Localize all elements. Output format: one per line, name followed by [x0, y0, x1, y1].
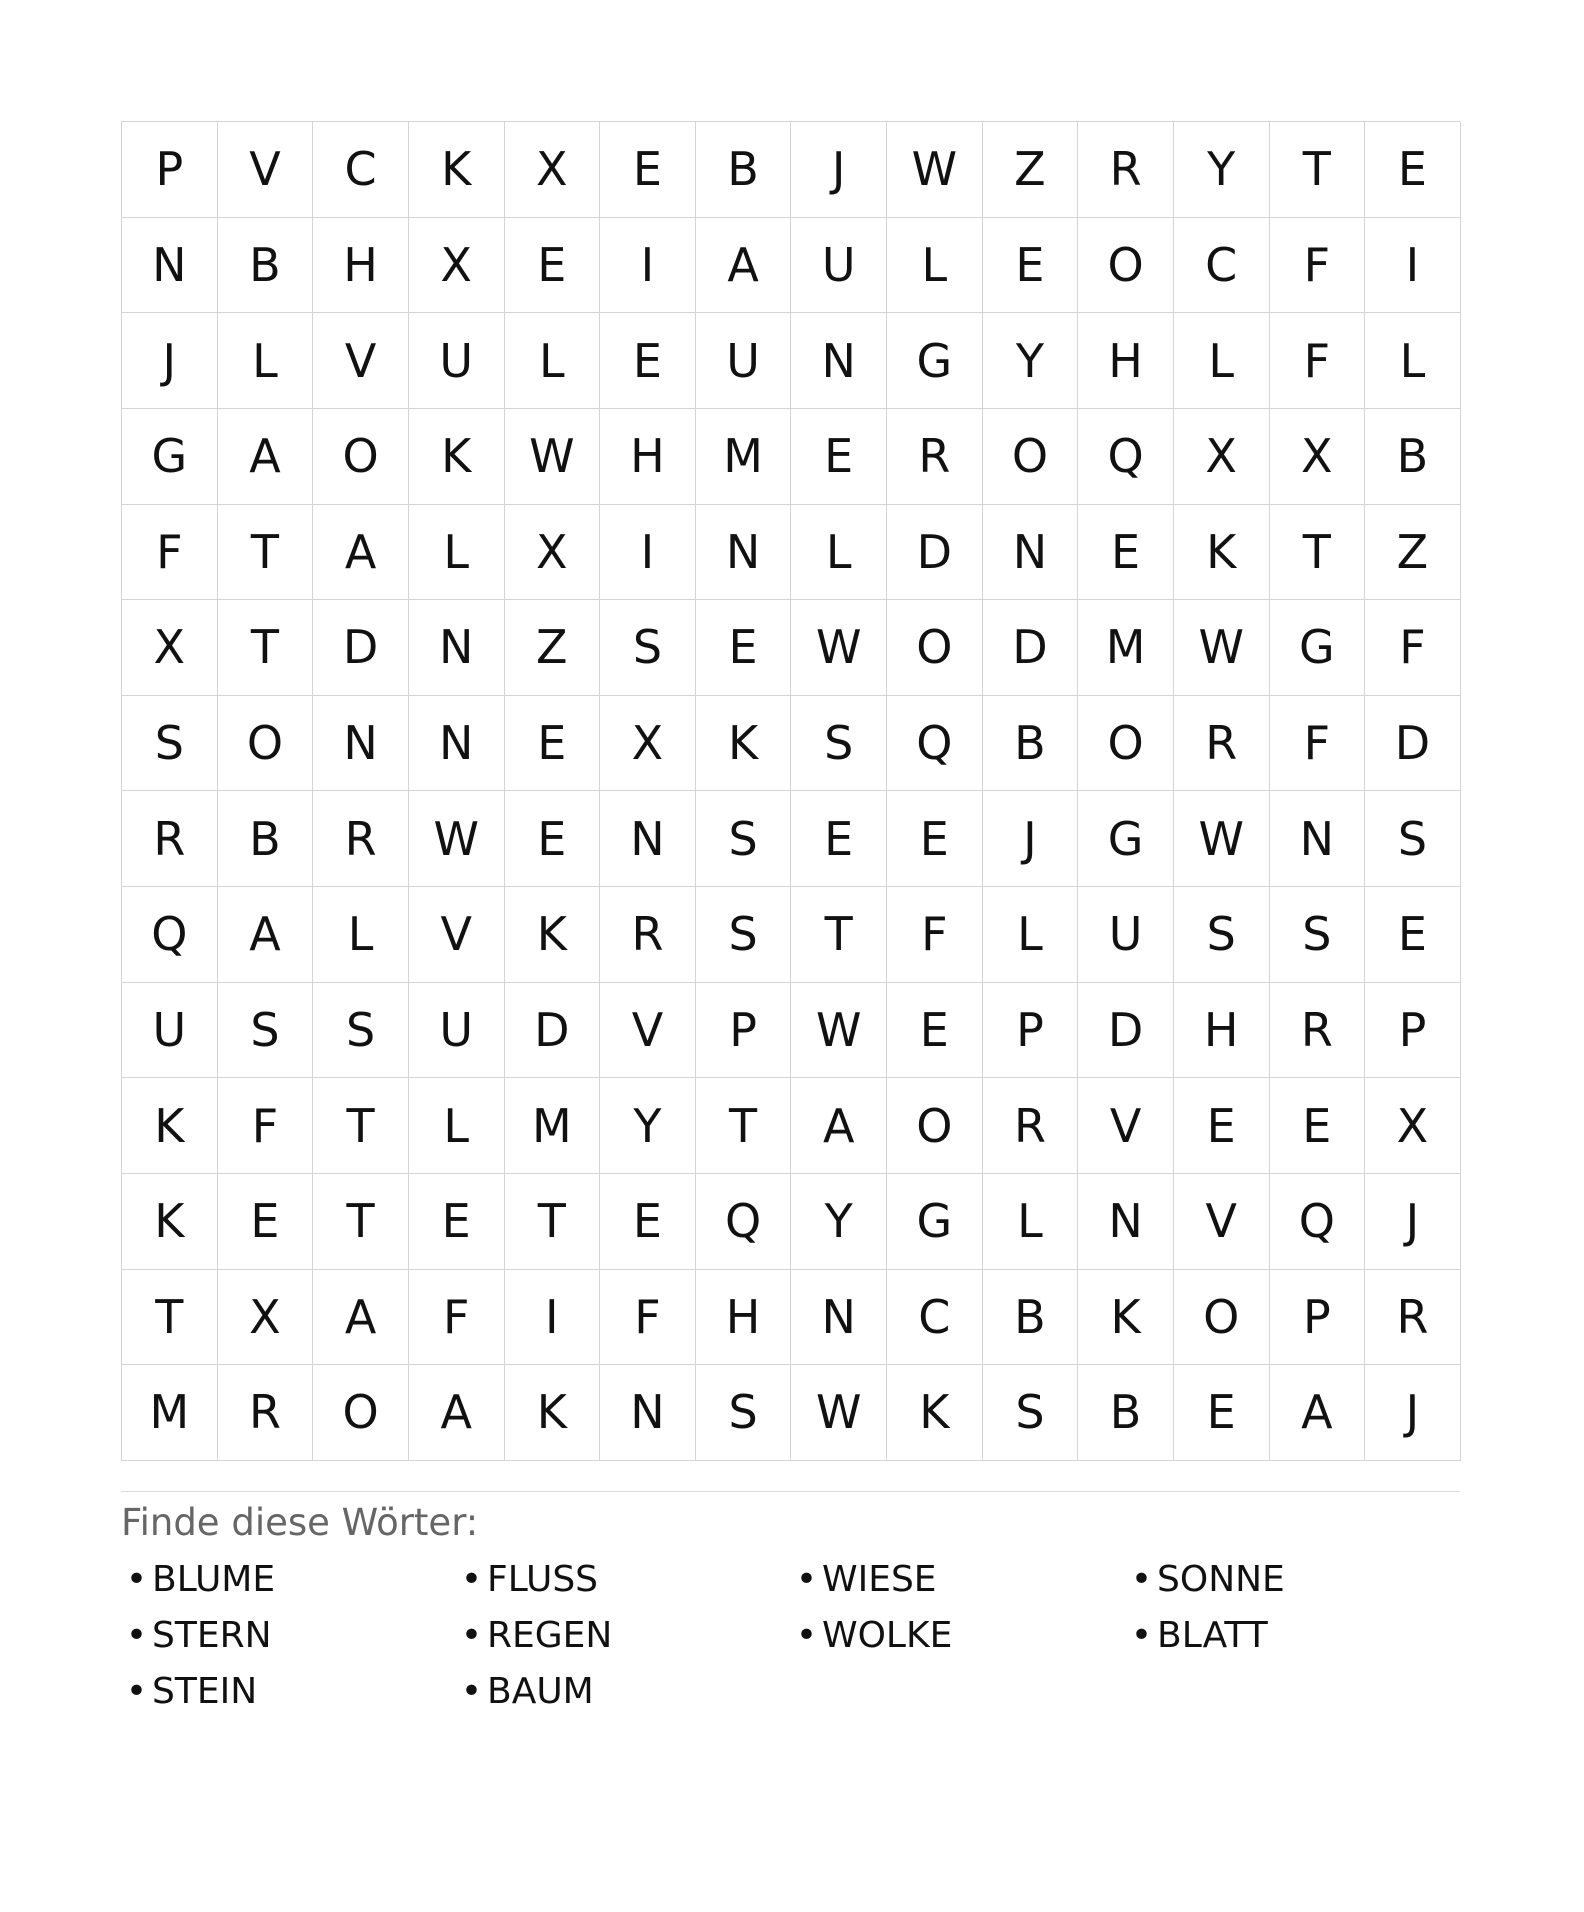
grid-cell[interactable]: B [983, 1270, 1079, 1366]
grid-cell[interactable]: N [791, 1270, 887, 1366]
grid-cell[interactable]: A [218, 409, 314, 505]
grid-cell[interactable]: G [1078, 791, 1174, 887]
grid-cell[interactable]: X [409, 218, 505, 314]
word-list-item [456, 1670, 791, 1726]
grid-cell[interactable]: E [600, 313, 696, 409]
grid-cell[interactable]: D [313, 600, 409, 696]
bullet-icon: • [1130, 1614, 1153, 1656]
word-label: BLATT [1157, 1614, 1268, 1656]
grid-cell[interactable]: Q [1270, 1174, 1366, 1270]
grid-cell[interactable]: E [1365, 122, 1461, 218]
grid-cell[interactable]: I [505, 1270, 601, 1366]
bullet-icon: • [460, 1558, 483, 1600]
divider [121, 1491, 1460, 1492]
grid-cell[interactable]: Q [1078, 409, 1174, 505]
bullet-icon: • [460, 1670, 483, 1712]
grid-cell[interactable]: J [791, 122, 887, 218]
word-label: WIESE [822, 1558, 937, 1600]
grid-cell[interactable]: T [1270, 505, 1366, 601]
grid-cell[interactable]: H [1174, 983, 1270, 1079]
word-label: WOLKE [822, 1614, 953, 1656]
grid-cell[interactable]: O [1078, 696, 1174, 792]
word-label: BLUME [152, 1558, 276, 1600]
grid-cell[interactable]: R [1174, 696, 1270, 792]
grid-cell[interactable]: H [600, 409, 696, 505]
grid-cell[interactable]: B [696, 122, 792, 218]
grid-cell[interactable]: W [1174, 600, 1270, 696]
grid-cell[interactable]: H [696, 1270, 792, 1366]
grid-cell[interactable]: P [983, 983, 1079, 1079]
grid-cell[interactable]: O [983, 409, 1079, 505]
grid-cell[interactable]: X [505, 122, 601, 218]
grid-cell[interactable]: J [983, 791, 1079, 887]
grid-cell[interactable]: F [1270, 313, 1366, 409]
word-list-item [121, 1614, 456, 1670]
grid-cell[interactable]: K [696, 696, 792, 792]
word-search-puzzle [121, 121, 1460, 1726]
grid-cell[interactable]: G [887, 313, 983, 409]
grid-cell[interactable]: L [218, 313, 314, 409]
grid-cell[interactable]: P [1270, 1270, 1366, 1366]
grid-cell[interactable]: W [505, 409, 601, 505]
grid-cell[interactable]: O [887, 1078, 983, 1174]
grid-cell[interactable]: T [505, 1174, 601, 1270]
grid-cell[interactable]: F [887, 887, 983, 983]
grid-cell[interactable]: G [1270, 600, 1366, 696]
bullet-icon: • [1130, 1558, 1153, 1600]
word-list-item [121, 1670, 456, 1726]
grid-cell[interactable]: X [122, 600, 218, 696]
grid-cell[interactable]: E [600, 1174, 696, 1270]
grid-cell[interactable]: E [409, 1174, 505, 1270]
grid-cell[interactable]: E [1078, 505, 1174, 601]
grid-cell[interactable]: U [409, 983, 505, 1079]
grid-cell[interactable]: Y [983, 313, 1079, 409]
grid-cell[interactable]: E [696, 600, 792, 696]
grid-cell[interactable]: D [887, 505, 983, 601]
grid-cell[interactable]: P [122, 122, 218, 218]
grid-cell[interactable]: E [983, 218, 1079, 314]
grid-cell[interactable]: C [313, 122, 409, 218]
grid-cell[interactable]: X [1365, 1078, 1461, 1174]
grid-cell[interactable]: J [122, 313, 218, 409]
grid-cell[interactable]: I [600, 505, 696, 601]
grid-cell[interactable]: K [887, 1365, 983, 1461]
grid-cell[interactable]: R [218, 1365, 314, 1461]
grid-cell[interactable]: C [1174, 218, 1270, 314]
grid-cell[interactable]: S [696, 791, 792, 887]
grid-cell[interactable]: T [218, 600, 314, 696]
grid-cell[interactable]: O [887, 600, 983, 696]
grid-cell[interactable]: T [696, 1078, 792, 1174]
grid-cell[interactable]: U [696, 313, 792, 409]
grid-cell[interactable]: M [122, 1365, 218, 1461]
grid-cell[interactable]: J [1365, 1365, 1461, 1461]
grid-cell[interactable]: I [600, 218, 696, 314]
grid-cell[interactable]: N [122, 218, 218, 314]
grid-cell[interactable]: T [791, 887, 887, 983]
grid-cell[interactable]: L [409, 505, 505, 601]
grid-cell[interactable]: D [983, 600, 1079, 696]
grid-cell[interactable]: E [791, 409, 887, 505]
grid-cell[interactable]: D [1365, 696, 1461, 792]
grid-cell[interactable]: S [1270, 887, 1366, 983]
grid-cell[interactable]: S [791, 696, 887, 792]
bullet-icon: • [795, 1614, 818, 1656]
grid-cell[interactable]: S [313, 983, 409, 1079]
grid-cell[interactable]: X [600, 696, 696, 792]
grid-cell[interactable]: K [122, 1078, 218, 1174]
grid-cell[interactable]: Z [1365, 505, 1461, 601]
grid-cell[interactable]: A [1270, 1365, 1366, 1461]
grid-cell[interactable]: G [887, 1174, 983, 1270]
grid-cell[interactable]: A [791, 1078, 887, 1174]
grid-cell[interactable]: E [600, 122, 696, 218]
grid-cell[interactable]: L [1365, 313, 1461, 409]
grid-cell[interactable]: U [1078, 887, 1174, 983]
grid-cell[interactable]: H [1078, 313, 1174, 409]
grid-cell[interactable]: N [409, 600, 505, 696]
grid-cell[interactable]: E [1174, 1365, 1270, 1461]
grid-cell[interactable]: V [1078, 1078, 1174, 1174]
grid-cell[interactable]: E [1174, 1078, 1270, 1174]
grid-cell[interactable]: H [313, 218, 409, 314]
word-list-item [456, 1558, 791, 1614]
grid-cell[interactable]: S [983, 1365, 1079, 1461]
grid-cell[interactable]: X [1270, 409, 1366, 505]
grid-cell[interactable]: F [218, 1078, 314, 1174]
grid-cell[interactable]: T [218, 505, 314, 601]
grid-cell[interactable]: K [505, 887, 601, 983]
grid-cell[interactable]: K [1078, 1270, 1174, 1366]
grid-cell[interactable]: Y [1174, 122, 1270, 218]
grid-cell[interactable]: A [696, 218, 792, 314]
grid-cell[interactable]: D [1078, 983, 1174, 1079]
grid-cell[interactable]: E [1365, 887, 1461, 983]
grid-cell[interactable]: S [218, 983, 314, 1079]
grid-cell[interactable]: S [122, 696, 218, 792]
grid-cell[interactable]: Z [505, 600, 601, 696]
grid-cell[interactable]: E [1270, 1078, 1366, 1174]
grid-cell[interactable]: D [505, 983, 601, 1079]
grid-cell[interactable]: R [1078, 122, 1174, 218]
grid-cell[interactable]: E [887, 983, 983, 1079]
grid-cell[interactable]: S [696, 887, 792, 983]
grid-cell[interactable]: V [313, 313, 409, 409]
grid-cell[interactable]: E [505, 696, 601, 792]
word-label: SONNE [1157, 1558, 1285, 1600]
grid-cell[interactable]: U [409, 313, 505, 409]
grid-cell[interactable]: F [600, 1270, 696, 1366]
grid-cell[interactable]: K [1174, 505, 1270, 601]
grid-cell[interactable]: L [313, 887, 409, 983]
grid-cell[interactable]: A [313, 1270, 409, 1366]
grid-cell[interactable]: K [122, 1174, 218, 1270]
grid-cell[interactable]: T [313, 1174, 409, 1270]
grid-cell[interactable]: L [791, 505, 887, 601]
grid-cell[interactable]: C [887, 1270, 983, 1366]
grid-cell[interactable]: P [696, 983, 792, 1079]
grid-cell[interactable]: R [1365, 1270, 1461, 1366]
grid-cell[interactable]: L [983, 1174, 1079, 1270]
grid-cell[interactable]: F [1270, 218, 1366, 314]
grid-cell[interactable]: P [1365, 983, 1461, 1079]
grid-cell[interactable]: N [696, 505, 792, 601]
grid-cell[interactable]: X [1174, 409, 1270, 505]
bullet-icon: • [460, 1614, 483, 1656]
grid-cell[interactable]: O [1174, 1270, 1270, 1366]
grid-cell[interactable]: S [1365, 791, 1461, 887]
grid-cell[interactable]: N [1078, 1174, 1174, 1270]
grid-cell[interactable]: Q [122, 887, 218, 983]
grid-cell[interactable]: X [218, 1270, 314, 1366]
grid-cell[interactable]: W [791, 1365, 887, 1461]
grid-cell[interactable]: V [1174, 1174, 1270, 1270]
grid-cell[interactable]: X [505, 505, 601, 601]
grid-cell[interactable]: W [1174, 791, 1270, 887]
word-label: STERN [152, 1614, 272, 1656]
grid-cell[interactable]: O [1078, 218, 1174, 314]
grid-cell[interactable]: A [218, 887, 314, 983]
grid-cell[interactable]: K [409, 122, 505, 218]
word-list [121, 1558, 1460, 1726]
grid-cell[interactable]: V [218, 122, 314, 218]
grid-cell[interactable]: U [791, 218, 887, 314]
grid-cell[interactable]: Z [983, 122, 1079, 218]
grid-cell[interactable]: A [409, 1365, 505, 1461]
grid-cell[interactable]: N [600, 791, 696, 887]
grid-cell[interactable]: N [313, 696, 409, 792]
grid-cell[interactable]: J [1365, 1174, 1461, 1270]
grid-cell[interactable]: T [1270, 122, 1366, 218]
grid-cell[interactable]: L [983, 887, 1079, 983]
bullet-icon: • [125, 1558, 148, 1600]
grid-cell[interactable]: Q [887, 696, 983, 792]
grid-cell[interactable]: R [983, 1078, 1079, 1174]
grid-cell[interactable]: U [122, 983, 218, 1079]
grid-cell[interactable]: B [218, 218, 314, 314]
word-label: REGEN [487, 1614, 613, 1656]
grid-cell[interactable]: F [1365, 600, 1461, 696]
grid-cell[interactable]: T [313, 1078, 409, 1174]
grid-cell[interactable]: L [409, 1078, 505, 1174]
bullet-icon: • [125, 1670, 148, 1712]
grid-cell[interactable]: M [505, 1078, 601, 1174]
grid-cell[interactable]: W [409, 791, 505, 887]
grid-cell[interactable]: L [887, 218, 983, 314]
grid-cell[interactable]: M [1078, 600, 1174, 696]
letter-grid [121, 121, 1460, 1461]
word-list-item [791, 1614, 1126, 1670]
grid-cell[interactable]: T [122, 1270, 218, 1366]
grid-cell[interactable]: N [600, 1365, 696, 1461]
grid-cell[interactable]: I [1365, 218, 1461, 314]
grid-cell[interactable]: F [122, 505, 218, 601]
grid-cell[interactable]: N [1270, 791, 1366, 887]
word-list-item [456, 1614, 791, 1670]
grid-cell[interactable]: Y [791, 1174, 887, 1270]
word-list-item [791, 1558, 1126, 1614]
grid-cell[interactable]: L [505, 313, 601, 409]
word-label: BAUM [487, 1670, 594, 1712]
grid-cell[interactable]: S [1174, 887, 1270, 983]
grid-cell[interactable]: V [409, 887, 505, 983]
grid-cell[interactable]: R [1270, 983, 1366, 1079]
bullet-icon: • [125, 1614, 148, 1656]
grid-cell[interactable]: K [409, 409, 505, 505]
grid-cell[interactable]: R [122, 791, 218, 887]
grid-cell[interactable]: E [887, 791, 983, 887]
grid-cell[interactable]: W [791, 983, 887, 1079]
grid-cell[interactable]: F [409, 1270, 505, 1366]
grid-cell[interactable]: G [122, 409, 218, 505]
grid-cell[interactable]: M [696, 409, 792, 505]
bullet-icon: • [795, 1558, 818, 1600]
word-list-item [1126, 1614, 1461, 1670]
word-list-heading: Finde diese Wörter: [121, 1500, 479, 1544]
grid-cell[interactable]: B [218, 791, 314, 887]
grid-cell[interactable]: E [505, 218, 601, 314]
grid-cell[interactable]: W [887, 122, 983, 218]
grid-cell[interactable]: E [218, 1174, 314, 1270]
grid-cell[interactable]: O [313, 409, 409, 505]
grid-cell[interactable]: K [505, 1365, 601, 1461]
grid-cell[interactable]: F [1270, 696, 1366, 792]
grid-cell[interactable]: Q [696, 1174, 792, 1270]
grid-cell[interactable]: E [791, 791, 887, 887]
grid-cell[interactable]: V [600, 983, 696, 1079]
grid-cell[interactable]: N [983, 505, 1079, 601]
grid-cell[interactable]: A [313, 505, 409, 601]
grid-cell[interactable]: B [983, 696, 1079, 792]
word-list-item [1126, 1558, 1461, 1614]
grid-cell[interactable]: B [1078, 1365, 1174, 1461]
grid-cell[interactable]: R [313, 791, 409, 887]
grid-cell[interactable]: B [1365, 409, 1461, 505]
word-label: FLUSS [487, 1558, 599, 1600]
grid-cell[interactable]: N [791, 313, 887, 409]
grid-cell[interactable]: N [409, 696, 505, 792]
grid-cell[interactable]: O [313, 1365, 409, 1461]
grid-cell[interactable]: W [791, 600, 887, 696]
word-list-item [121, 1558, 456, 1614]
grid-cell[interactable]: S [696, 1365, 792, 1461]
grid-cell[interactable]: R [600, 887, 696, 983]
grid-cell[interactable]: L [1174, 313, 1270, 409]
grid-cell[interactable]: R [887, 409, 983, 505]
grid-cell[interactable]: O [218, 696, 314, 792]
grid-cell[interactable]: S [600, 600, 696, 696]
word-label: STEIN [152, 1670, 258, 1712]
grid-cell[interactable]: Y [600, 1078, 696, 1174]
grid-cell[interactable]: E [505, 791, 601, 887]
